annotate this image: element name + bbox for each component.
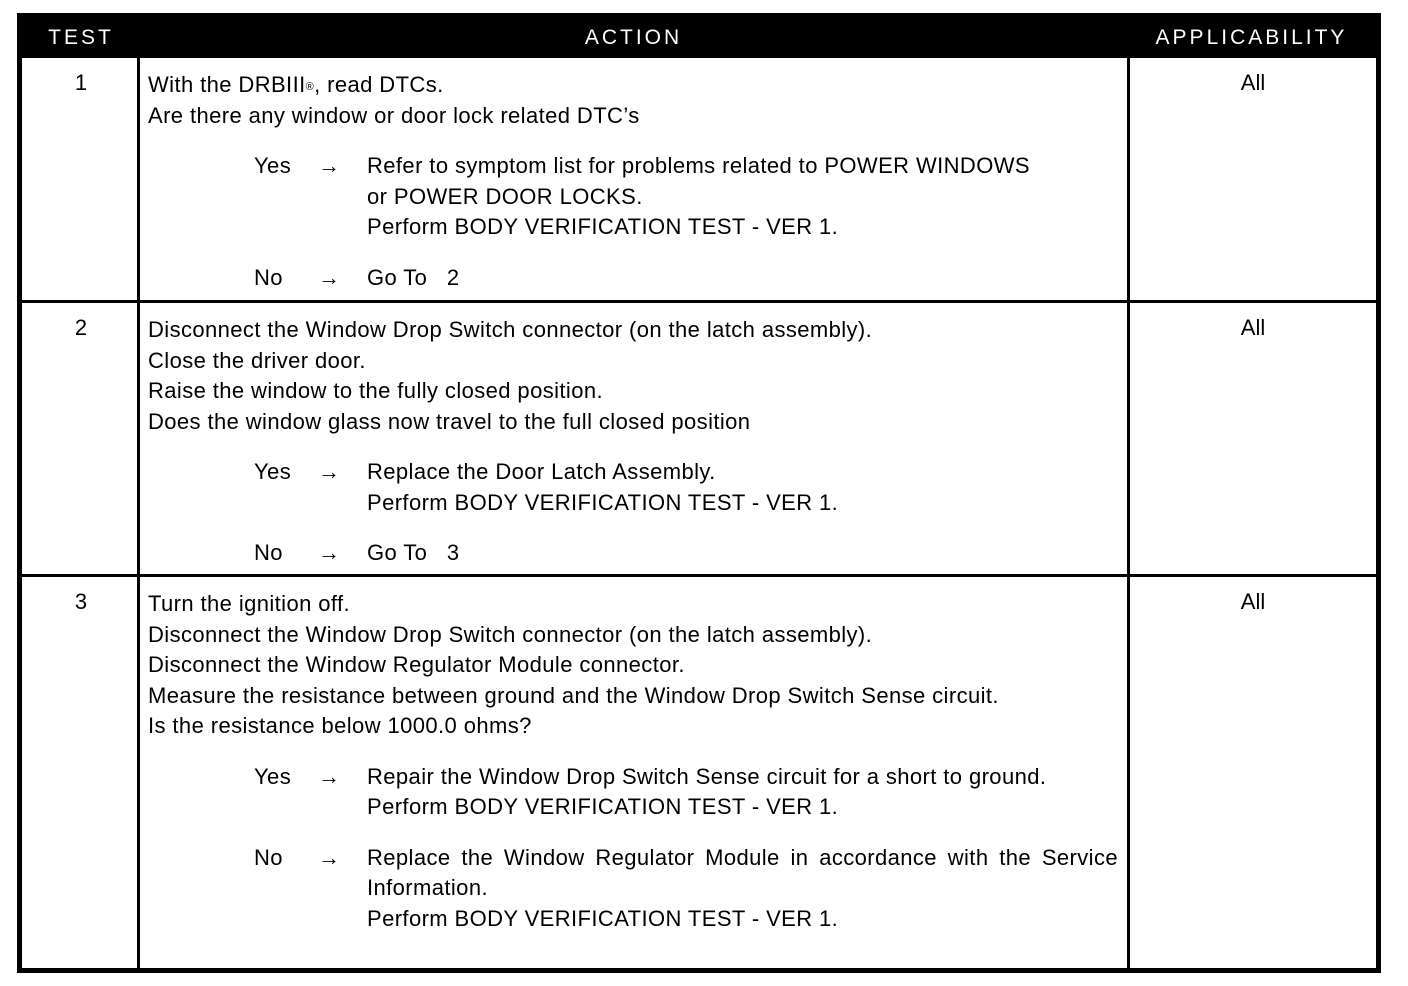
yes-text: or POWER DOOR LOCKS.	[367, 183, 643, 209]
arrow-icon: →	[318, 153, 341, 178]
arrow-icon: →	[318, 844, 341, 870]
action-line: Measure the resistance between ground and the Window Drop Switch Sense circuit.	[148, 682, 999, 708]
arrow-icon: →	[318, 264, 341, 290]
test-number: 1	[74, 70, 88, 95]
header-test: TEST	[48, 26, 114, 49]
action-line: Disconnect the Window Drop Switch connector (on the latch assembly).	[148, 317, 873, 342]
action-cell	[148, 589, 1123, 934]
arrow-icon: →	[318, 459, 341, 484]
yes-text: Perform BODY VERIFICATION TEST - VER 1.	[367, 794, 839, 819]
action-cell	[148, 315, 1123, 569]
test-row-1	[22, 58, 1376, 300]
test-number: 2	[74, 315, 88, 340]
action-line: Turn the ignition off.	[148, 591, 351, 616]
yes-branch	[148, 151, 1123, 243]
applicability-value: All	[1240, 589, 1266, 614]
no-branch	[148, 843, 1123, 935]
test-number: 3	[74, 589, 88, 614]
no-text: Go To 2	[367, 264, 460, 290]
header-action: ACTION	[584, 26, 683, 49]
arrow-icon: →	[318, 763, 341, 789]
action-line: Raise the window to the fully closed position.	[148, 378, 603, 403]
action-line: Does the window glass now travel to the full closed position	[148, 408, 751, 434]
applicability-value: All	[1240, 315, 1266, 340]
no-branch	[148, 538, 1123, 569]
action-cell	[148, 70, 1123, 293]
no-text: Replace the Window Regulator Module in accordance with the Service Information.	[367, 844, 1118, 900]
applicability-value: All	[1240, 70, 1266, 95]
yes-branch	[148, 762, 1123, 823]
action-line: With the DRBIII®, read DTCs.	[148, 72, 444, 97]
yes-label: Yes	[254, 459, 292, 484]
no-label: No	[254, 540, 283, 565]
no-text: Perform BODY VERIFICATION TEST - VER 1.	[367, 905, 839, 931]
no-branch	[148, 263, 1123, 294]
action-line: Close the driver door.	[148, 347, 366, 373]
yes-text: Repair the Window Drop Switch Sense circuit for a short to ground.	[367, 763, 1047, 789]
yes-text: Refer to symptom list for problems related to POWER WINDOWS	[367, 153, 1030, 178]
action-line: Is the resistance below 1000.0 ohms?	[148, 713, 532, 738]
yes-label: Yes	[254, 763, 292, 789]
registered-mark: ®	[305, 81, 315, 93]
yes-label: Yes	[254, 153, 292, 178]
no-label: No	[254, 264, 283, 290]
table-header	[22, 18, 1376, 58]
header-applicability: APPLICABILITY	[1155, 26, 1348, 49]
action-line: Are there any window or door lock related DTC’s	[148, 102, 640, 128]
yes-text: Perform BODY VERIFICATION TEST - VER 1.	[367, 489, 839, 515]
action-line: Disconnect the Window Regulator Module connector.	[148, 652, 685, 677]
arrow-icon: →	[318, 540, 341, 565]
no-text: Go To 3	[367, 540, 460, 565]
yes-text: Perform BODY VERIFICATION TEST - VER 1.	[367, 214, 839, 239]
no-label: No	[254, 844, 283, 870]
yes-text: Replace the Door Latch Assembly.	[367, 459, 716, 484]
test-row-3	[22, 574, 1376, 968]
diagnostic-table	[17, 13, 1381, 973]
yes-branch	[148, 457, 1123, 518]
action-line: Disconnect the Window Drop Switch connector (on the latch assembly).	[148, 621, 873, 647]
test-row-2	[22, 300, 1376, 574]
